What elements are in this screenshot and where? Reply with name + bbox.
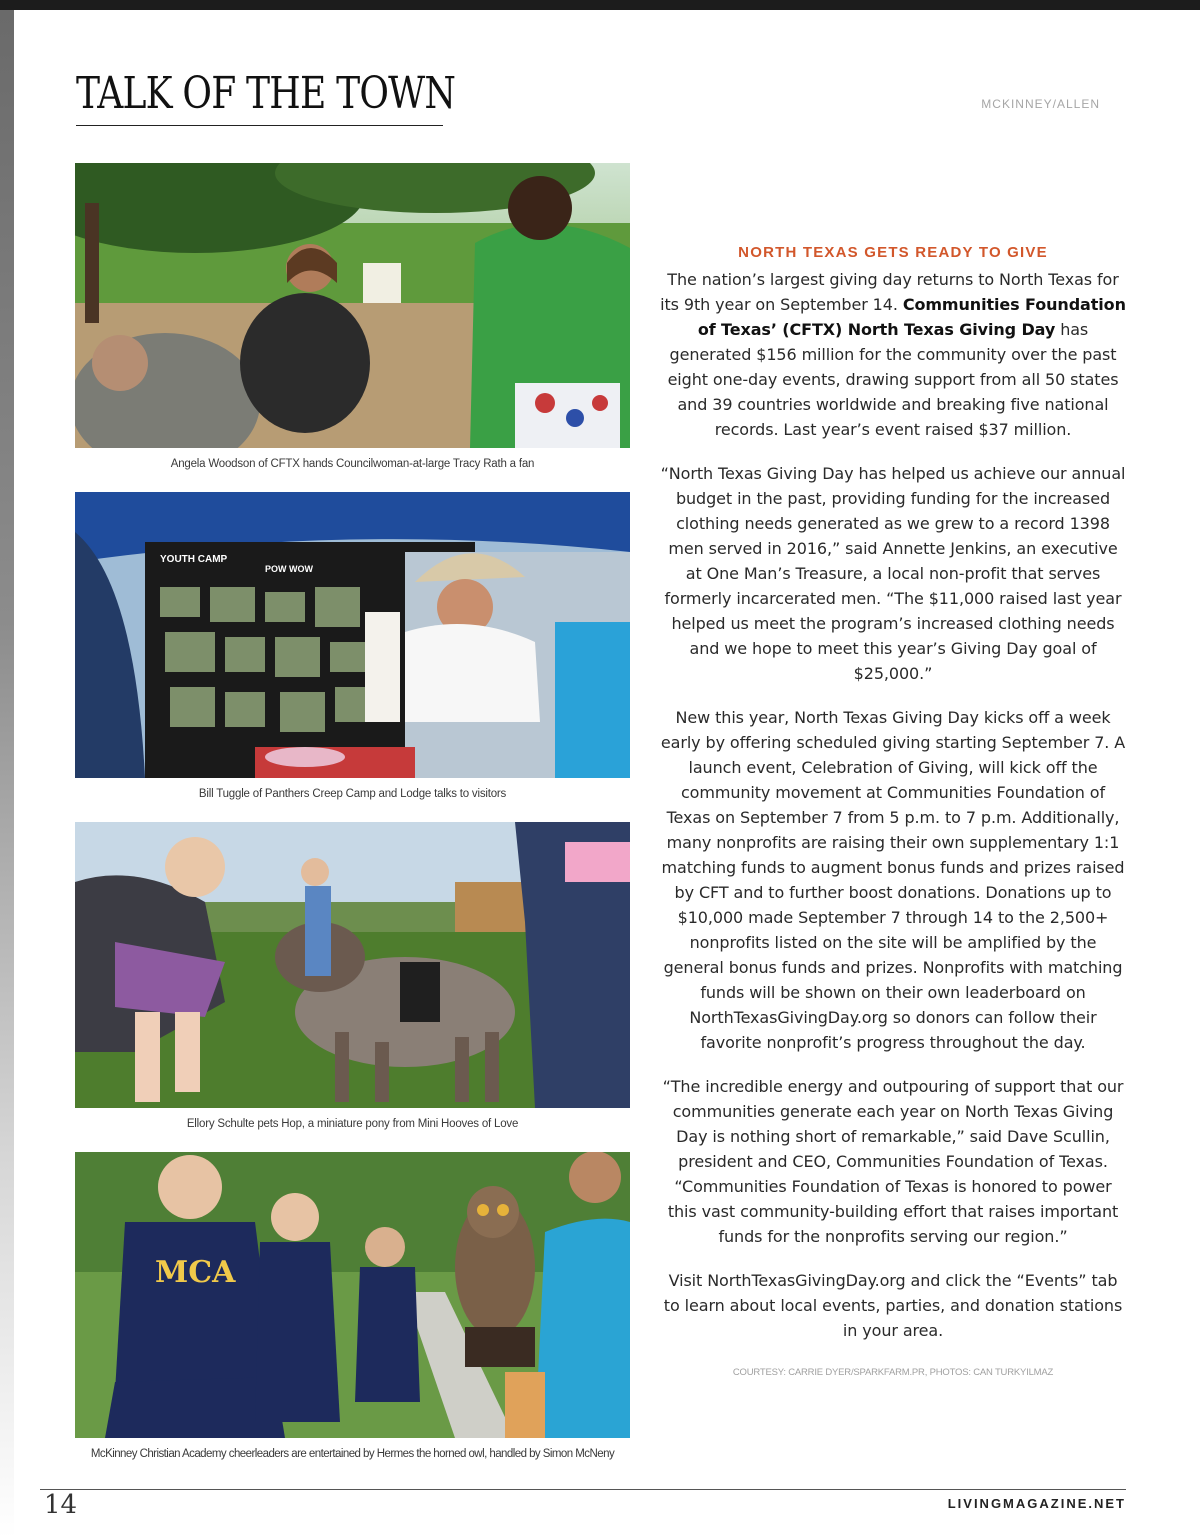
photo-giving-fan	[75, 163, 630, 448]
photo-block-2	[75, 492, 630, 800]
section-title: TALK OF THE TOWN	[76, 68, 456, 119]
photo-2-illustration	[75, 492, 630, 778]
page-edge-shadow	[0, 10, 14, 1538]
photo-3-illustration	[75, 822, 630, 1108]
cheer-uniform-logo: MCA	[155, 1255, 236, 1290]
photo-credit: COURTESY: CARRIE DYER/SPARKFARM.PR, PHOTOS: CAN TURKYILMAZ	[732, 1367, 1054, 1378]
site-name: LIVINGMAGAZINE.NET	[947, 1496, 1126, 1511]
photo-caption: Bill Tuggle of Panthers Creep Camp and Lodge talks to visitors	[198, 788, 507, 800]
photo-miniature-pony	[75, 822, 630, 1108]
photo-1-illustration	[75, 163, 630, 448]
article-paragraph-5: Visit NorthTexasGivingDay.org and click the “Events” tab to learn about local events, parties, and donation stations in your area.	[663, 1271, 1123, 1340]
page-number: 14	[44, 1490, 78, 1520]
paragraph-text: The nation’s largest giving day returns to North Texas for its 9th year on September 14.	[660, 270, 1119, 314]
photo-block-3	[75, 822, 630, 1130]
title-underline	[76, 125, 443, 126]
article-paragraph-2: “North Texas Giving Day has helped us achieve our annual budget in the past, providing funding for the increased clothing needs generated as we grew to a record 1398 men served in 2016,” said Annette Jenkins, an executive at One Man’s Treasure, a local non-profit that serves formerly incarcerated men. “The $11,000 raised last year helped us meet the program’s increased clothing needs and we hope to meet this year’s Giving Day goal of $25,000.”	[660, 464, 1126, 683]
photo-camp-booth	[75, 492, 630, 778]
photo-cheerleaders-owl	[75, 1152, 630, 1438]
paragraph-bold-text: Communities Foundation of Texas’ (CFTX) North Texas Giving Day	[697, 295, 1126, 339]
booth-sign-youth-camp: YOUTH CAMP	[160, 554, 228, 565]
article-headline: NORTH TEXAS GETS READY TO GIVE	[738, 244, 1048, 261]
article	[660, 244, 1126, 1362]
article-paragraph-1	[660, 267, 1126, 442]
region-label: MCKINNEY/ALLEN	[981, 97, 1100, 111]
top-edge-bar	[0, 0, 1200, 10]
photo-block-1	[75, 163, 630, 470]
article-paragraph-4: “The incredible energy and outpouring of support that our communities generate each year on North Texas Giving Day is nothing short of remarkable,” said Dave Scullin, president and CEO, Communities Foundation of Texas. “Communities Foundation of Texas is honored to power this vast community-building effort that raises important funds for the nonprofits serving our region.”	[662, 1077, 1124, 1246]
photo-caption: McKinney Christian Academy cheerleaders are entertained by Hermes the horned owl, handled by Simon McNeny	[90, 1448, 615, 1460]
paragraph-text: has generated $156 million for the community over the past eight one-day events, drawing support from all 50 states and 39 countries worldwide and breaking five national records. Last year’s event raised $37 million.	[667, 320, 1119, 439]
article-paragraph-3: New this year, North Texas Giving Day kicks off a week early by offering scheduled giving starting September 7. A launch event, Celebration of Giving, will kick off the community movement at Communities Foundation of Texas on September 7 from 5 p.m. to 7 p.m. Additionally, many nonprofits are raising their own supplementary 1:1 matching funds to augment bonus funds and prizes raised by CFT and to further boost donations. Donations up to $10,000 made September 7 through 14 to the 2,500+ nonprofits listed on the site will be amplified by the general bonus funds and prizes. Nonprofits with matching funds will be shown on their own leaderboard on NorthTexasGivingDay.org so donors can follow their favorite nonprofit’s progress throughout the day.	[660, 708, 1126, 1052]
booth-sign-pow-wow: POW WOW	[265, 564, 313, 574]
photo-caption: Angela Woodson of CFTX hands Councilwoman-at-large Tracy Rath a fan	[170, 458, 535, 470]
footer-rule	[40, 1489, 1126, 1490]
photo-4-illustration	[75, 1152, 630, 1438]
photo-caption: Ellory Schulte pets Hop, a miniature pony from Mini Hooves of Love	[186, 1118, 519, 1130]
photo-block-4	[75, 1152, 630, 1460]
